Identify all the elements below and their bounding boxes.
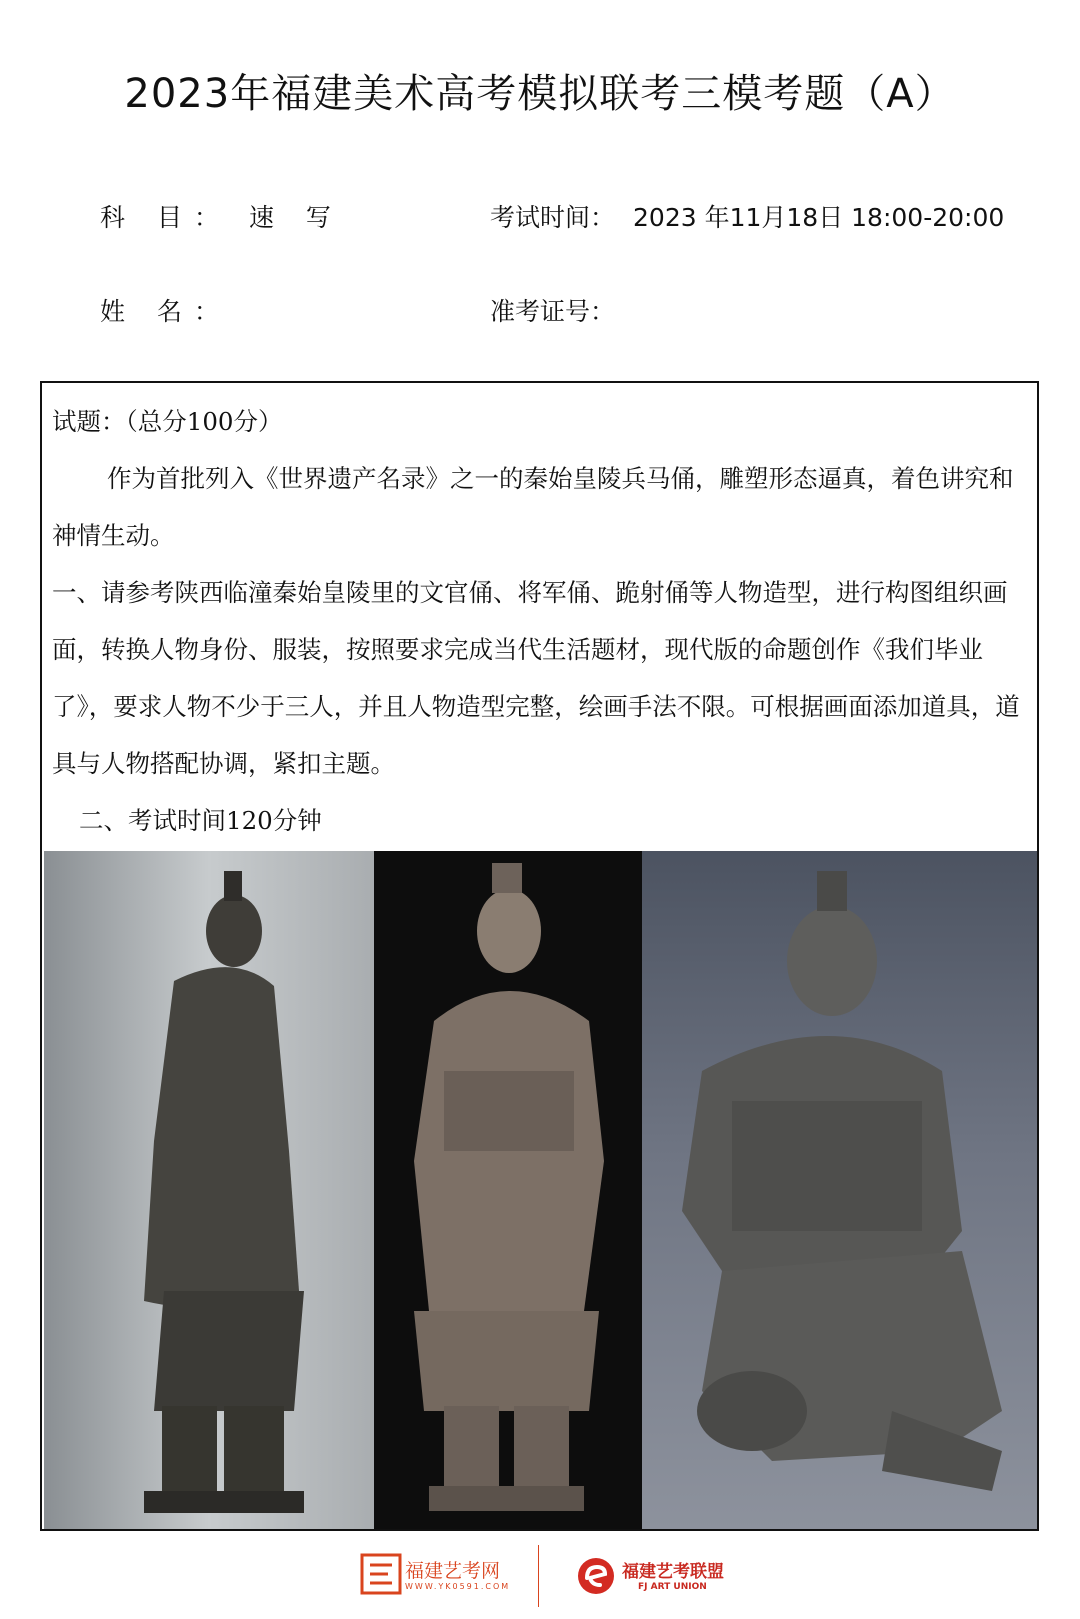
question-box bbox=[40, 381, 1039, 1531]
name-label: 姓 名： bbox=[100, 297, 231, 326]
general-figure-image bbox=[374, 851, 642, 1529]
civil-official-figure-photo bbox=[44, 851, 374, 1529]
footer-brand-1: 福建艺考网 bbox=[405, 1560, 501, 1582]
footer-divider bbox=[538, 1545, 539, 1607]
question-item-2: 二、考试时间120分钟 bbox=[79, 806, 322, 835]
name-row bbox=[100, 292, 231, 328]
ticket-number-label: 准考证号： bbox=[490, 297, 616, 326]
ticket-row bbox=[490, 292, 615, 328]
subject-label: 科 目： bbox=[100, 203, 231, 232]
exam-time-value: 2023 年11月18日 18:00-20:00 bbox=[633, 203, 1005, 232]
civil-official-figure-image bbox=[44, 851, 374, 1529]
kneeling-archer-figure-image bbox=[642, 851, 1037, 1529]
exam-time-row bbox=[490, 198, 1004, 234]
page-title: 2023年福建美术高考模拟联考三模考题（A） bbox=[124, 71, 956, 117]
general-figure-photo bbox=[374, 851, 642, 1529]
subject-row bbox=[100, 198, 343, 234]
fj-art-union-logo-icon bbox=[578, 1558, 614, 1594]
reference-photos bbox=[44, 851, 1037, 1529]
question-intro: 作为首批列入《世界遗产名录》之一的秦始皇陵兵马俑，雕塑形态逼真，着色讲究和神情生动。 bbox=[52, 464, 1014, 550]
subject-value: 速 写 bbox=[248, 203, 343, 232]
footer-brand-1-url: WWW.YK0591.COM bbox=[405, 1582, 511, 1591]
footer-brand-2-sub: FJ ART UNION bbox=[638, 1582, 707, 1592]
question-header: 试题：（总分100分） bbox=[52, 407, 283, 436]
footer-brand-2: 福建艺考联盟 bbox=[622, 1562, 724, 1582]
question-item-1: 一、请参考陕西临潼秦始皇陵里的文官俑、将军俑、跪射俑等人物造型，进行构图组织画面，转换人物身份、服装，按照要求完成当代生活题材，现代版的命题创作《我们毕业了》，要求人物不少于三人，并且人物造型完整，绘画手法不限。可根据画面添加道具，道具与人物搭配协调，紧扣主题。 bbox=[52, 578, 1020, 778]
kneeling-archer-figure-photo bbox=[642, 851, 1037, 1529]
exam-time-label: 考试时间： bbox=[490, 203, 616, 232]
fujian-yikao-logo-icon bbox=[360, 1553, 402, 1595]
question-text bbox=[52, 393, 1027, 849]
